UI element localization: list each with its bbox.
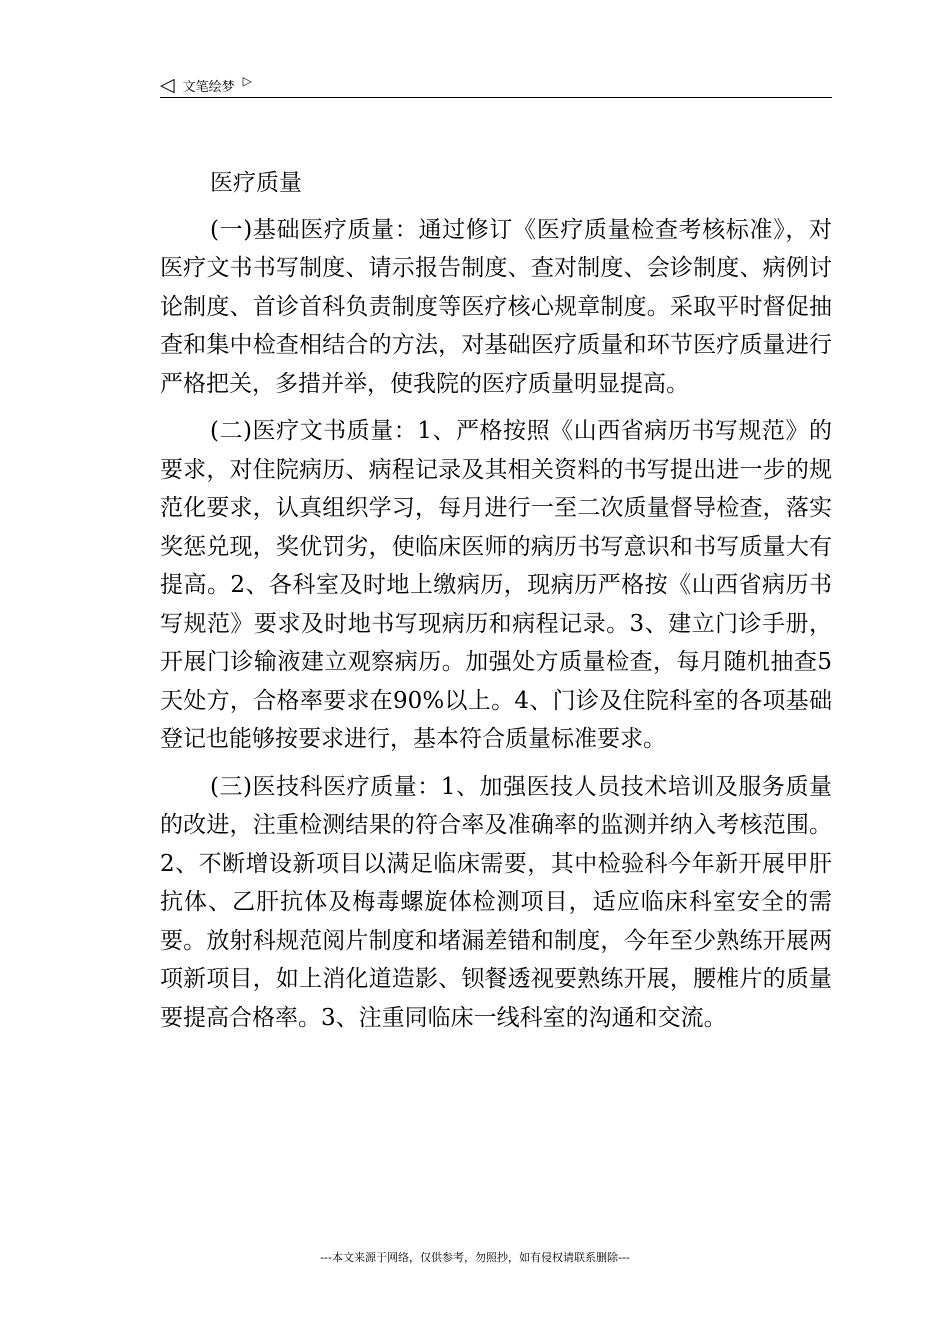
paragraph-medtech-quality: (三)医技科医疗质量：1、加强医技人员技术培训及服务质量的改进，注重检测结果的符合率及准确率的监测并纳入考核范围。2、不断增设新项目以满足临床需要，其中检验科今年新开展甲肝抗体、乙肝抗体及梅毒螺旋体检测项目，适应临床科室安全的需要。放射科规范阅片制度和堵漏差错和制度，今年至少熟练开展两项新项目，如上消化道造影、钡餐透视要熟练开展，腰椎片的质量要提高合格率。3、注重同临床一线科室的沟通和交流。 (160, 773, 832, 1031)
header-brand: 文笔绘梦 (182, 79, 235, 95)
paragraph-document-quality: (二)医疗文书质量：1、严格按照《山西省病历书写规范》的要求，对住院病历、病程记录及其相关资料的书写提出进一步的规范化要求，认真组织学习，每月进行一至二次质量督导检查，落实奖惩兑现，奖优罚劣，使临床医师的病历书写意识和书写质量大有提高。2、各科室及时地上缴病历，现病历严格按《山西省病历书写规范》要求及时地书写现病历和病程记录。3、建立门诊手册，开展门诊输液建立观察病历。加强处方质量检查，每月随机抽查5天处方，合格率要求在90%以上。4、门诊及住院科室的各项基础登记也能够按要求进行，基本符合质量标准要求。 (160, 418, 832, 752)
document-body (160, 164, 832, 1046)
page-footer: ---本文来源于网络，仅供参考，勿照抄，如有侵权请联系删除--- (320, 1251, 630, 1264)
triangle-left-icon: ◁ (160, 73, 175, 96)
document-title: 医疗质量 (210, 170, 302, 196)
paragraph-basic-quality: (一)基础医疗质量：通过修订《医疗质量检查考核标准》，对医疗文书书写制度、请示报告制度、查对制度、会诊制度、病例讨论制度、首诊首科负责制度等医疗核心规章制度。采取平时督促抽查和集中检查相结合的方法，对基础医疗质量和环节医疗质量进行严格把关，多措并举，使我院的医疗质量明显提高。 (160, 216, 832, 397)
page-header (160, 74, 832, 96)
header-divider (160, 97, 832, 98)
triangle-right-icon: ▷ (242, 74, 252, 88)
